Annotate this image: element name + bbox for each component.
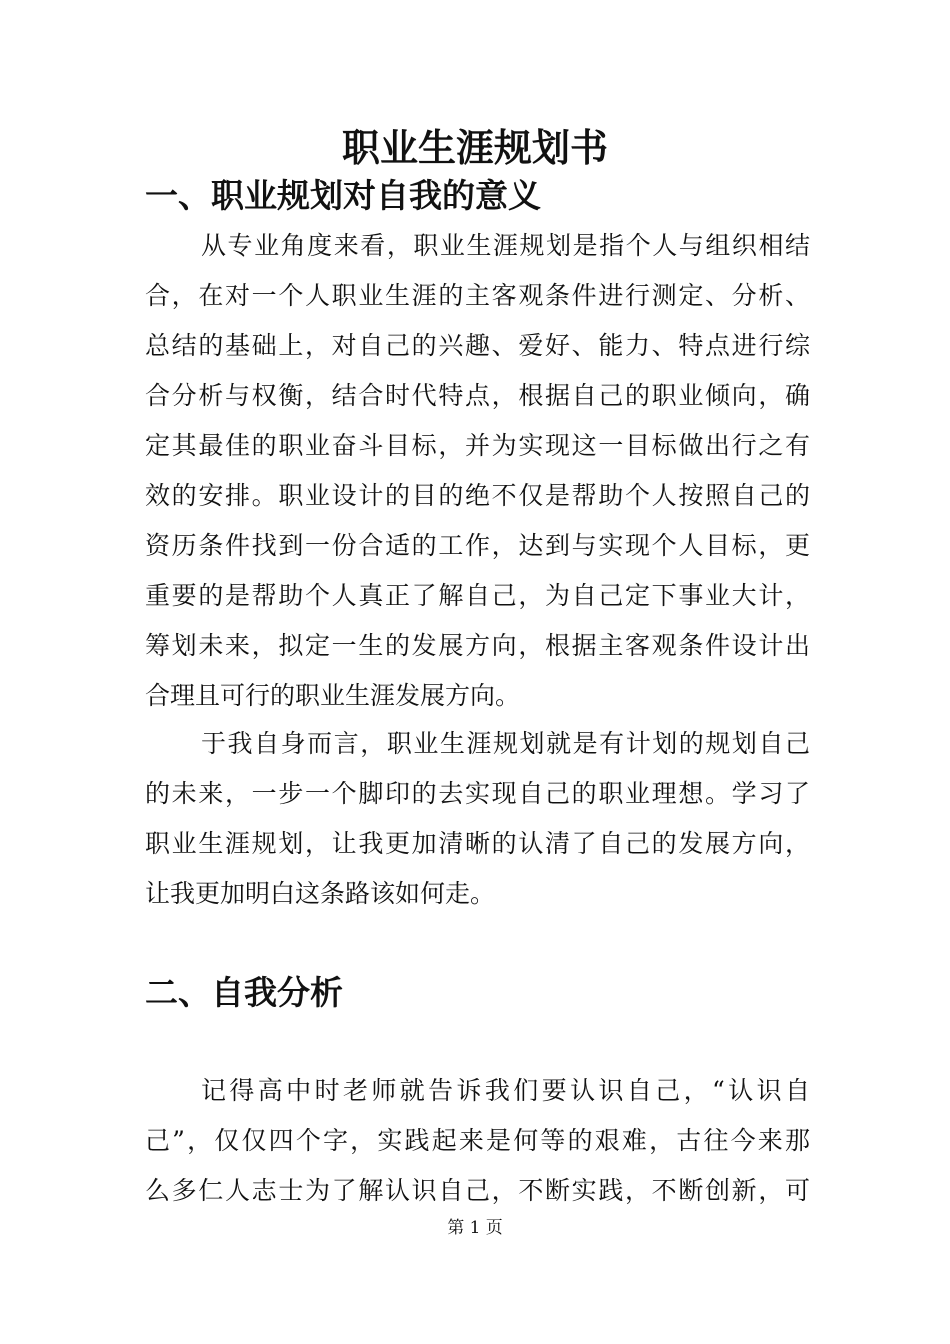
paragraph-line: 资历条件找到一份合适的工作，达到与实现个人目标，更 bbox=[145, 531, 810, 560]
paragraph-line: 合理且可行的职业生涯发展方向。 bbox=[145, 681, 521, 710]
paragraph-3 bbox=[145, 1066, 810, 1216]
paragraph-line: 己”，仅仅四个字，实践起来是何等的艰难，古往今来那 bbox=[145, 1126, 810, 1155]
paragraph-line: 合分析与权衡，结合时代特点，根据自己的职业倾向，确 bbox=[145, 381, 810, 410]
paragraph-line: 筹划未来，拟定一生的发展方向，根据主客观条件设计出 bbox=[145, 631, 810, 660]
paragraph-line: 合，在对一个人职业生涯的主客观条件进行测定、分析、 bbox=[145, 281, 810, 310]
paragraph-line: 重要的是帮助个人真正了解自己，为自己定下事业大计， bbox=[145, 581, 810, 610]
paragraph-line: 让我更加明白这条路该如何走。 bbox=[145, 879, 496, 908]
section-heading-1: 一、职业规划对自我的意义 bbox=[145, 176, 541, 215]
page-number-footer: 第 1 页 bbox=[447, 1218, 503, 1238]
paragraph-line: 定其最佳的职业奋斗目标，并为实现这一目标做出行之有 bbox=[145, 431, 810, 460]
paragraph-line: 效的安排。职业设计的目的绝不仅是帮助个人按照自己的 bbox=[145, 481, 810, 510]
paragraph-line: 么多仁人志士为了解认识自己，不断实践，不断创新，可 bbox=[145, 1176, 810, 1205]
section-heading-2: 二、自我分析 bbox=[145, 973, 343, 1012]
document-title: 职业生涯规划书 bbox=[341, 125, 608, 170]
paragraph-line: 于我自身而言，职业生涯规划就是有计划的规划自己 bbox=[201, 729, 810, 758]
paragraph-line: 总结的基础上，对自己的兴趣、爱好、能力、特点进行综 bbox=[145, 331, 810, 360]
paragraph-line: 从专业角度来看，职业生涯规划是指个人与组织相结 bbox=[201, 231, 810, 260]
paragraph-line: 的未来，一步一个脚印的去实现自己的职业理想。学习了 bbox=[145, 779, 810, 808]
paragraph-line: 职业生涯规划，让我更加清晰的认清了自己的发展方向， bbox=[145, 829, 810, 858]
paragraph-line: 记得高中时老师就告诉我们要认识自己，“认识自 bbox=[201, 1076, 810, 1105]
paragraph-1 bbox=[145, 221, 810, 721]
paragraph-2 bbox=[145, 719, 810, 919]
